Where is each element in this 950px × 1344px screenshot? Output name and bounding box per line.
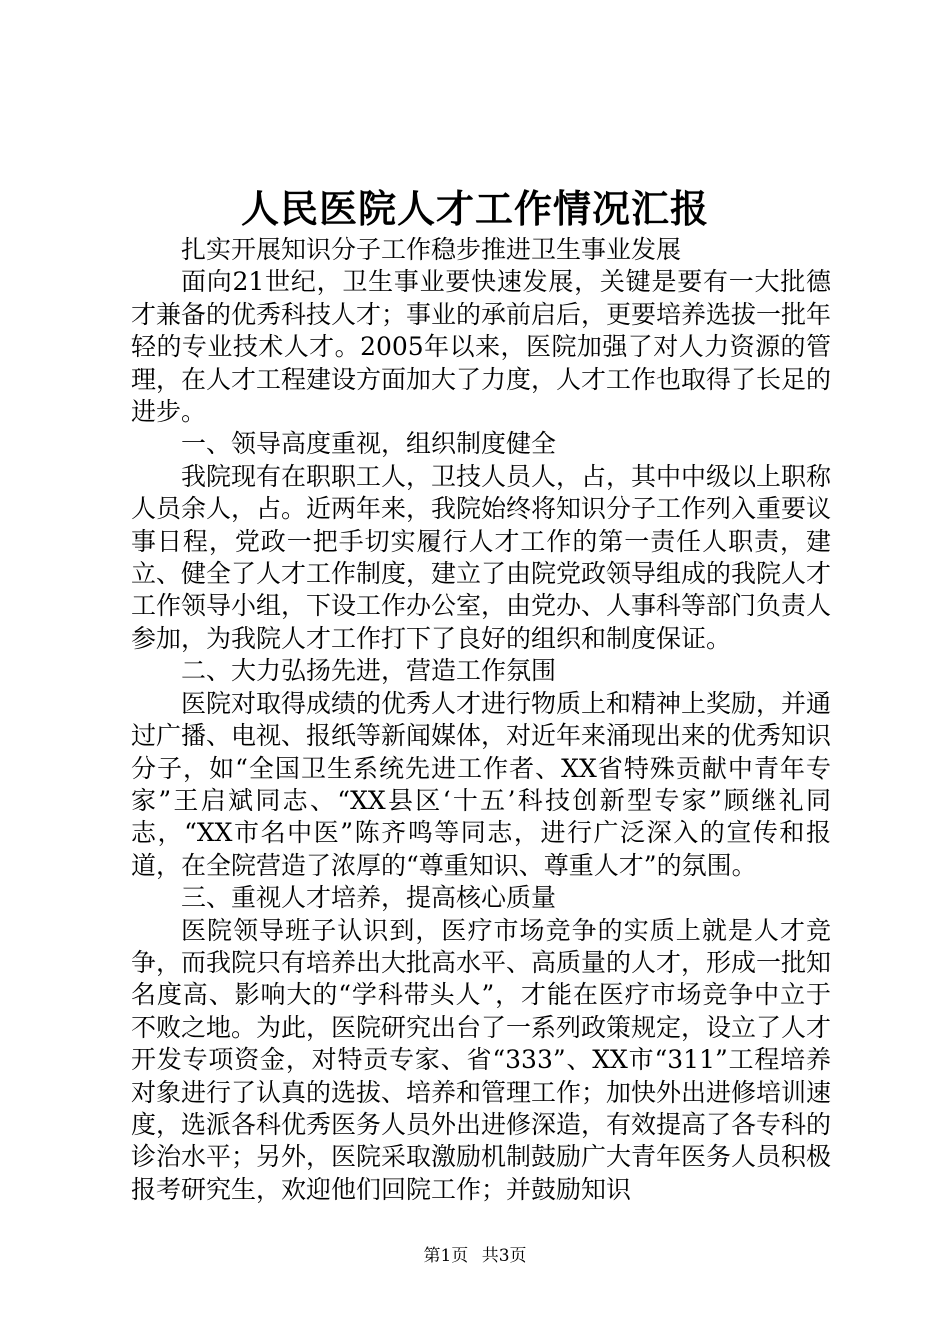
section-heading: 二、大力弘扬先进，营造工作氛围	[181, 656, 557, 686]
page-footer	[0, 1244, 950, 1268]
body-paragraph: 面向21世纪，卫生事业要快速发展，关键是要有一大批德才兼备的优秀科技人才；事业的承前启后，更要培养选拔一批年轻的专业技术人才。2005年以来，医院加强了对人力资源的管理，在人才工程建设方面加大了力度，人才工作也取得了长足的进步。	[131, 267, 832, 427]
document-body	[131, 234, 831, 1206]
document-title: 人民医院人才工作情况汇报	[240, 186, 709, 231]
page-total: 共3页	[481, 1246, 527, 1266]
body-paragraph: 我院现有在职职工人，卫技人员人，占，其中中级以上职称人员余人，占。近两年来，我院始终将知识分子工作列入重要议事日程，党政一把手切实履行人才工作的第一责任人职责，建立、健全了人才工作制度，建立了由院党政领导组成的我院人才工作领导小组，下设工作办公室，由党办、人事科等部门负责人参加，为我院人才工作打下了良好的组织和制度保证。	[131, 461, 832, 653]
page-number: 第1页	[423, 1246, 469, 1266]
body-paragraph: 医院对取得成绩的优秀人才进行物质上和精神上奖励，并通过广播、电视、报纸等新闻媒体，对近年来涌现出来的优秀知识分子，如“全国卫生系统先进工作者、XX省特殊贡献中青年专家”王启斌同志、“XX县区‘十五’科技创新型专家”顾继礼同志，“XX市名中医”陈齐鸣等同志，进行广泛深入的宣传和报道，在全院营造了浓厚的“尊重知识、尊重人才”的氛围。	[131, 688, 832, 880]
section-heading: 三、重视人才培养，提高核心质量	[181, 883, 557, 913]
section-heading: 一、领导高度重视，组织制度健全	[181, 429, 557, 459]
document-subtitle: 扎实开展知识分子工作稳步推进卫生事业发展	[181, 235, 682, 264]
body-paragraph: 医院领导班子认识到，医疗市场竞争的实质上就是人才竞争，而我院只有培养出大批高水平、高质量的人才，形成一批知名度高、影响大的“学科带头人”，才能在医疗市场竞争中立于不败之地。为此，医院研究出台了一系列政策规定，设立了人才开发专项资金，对特贡专家、省“333”、XX市“311”工程培养对象进行了认真的选拔、培养和管理工作；加快外出进修培训速度，选派各科优秀医务人员外出进修深造，有效提高了各专科的诊治水平；另外，医院采取激励机制鼓励广大青年医务人员积极报考研究生，欢迎他们回院工作；并鼓励知识	[131, 915, 832, 1204]
